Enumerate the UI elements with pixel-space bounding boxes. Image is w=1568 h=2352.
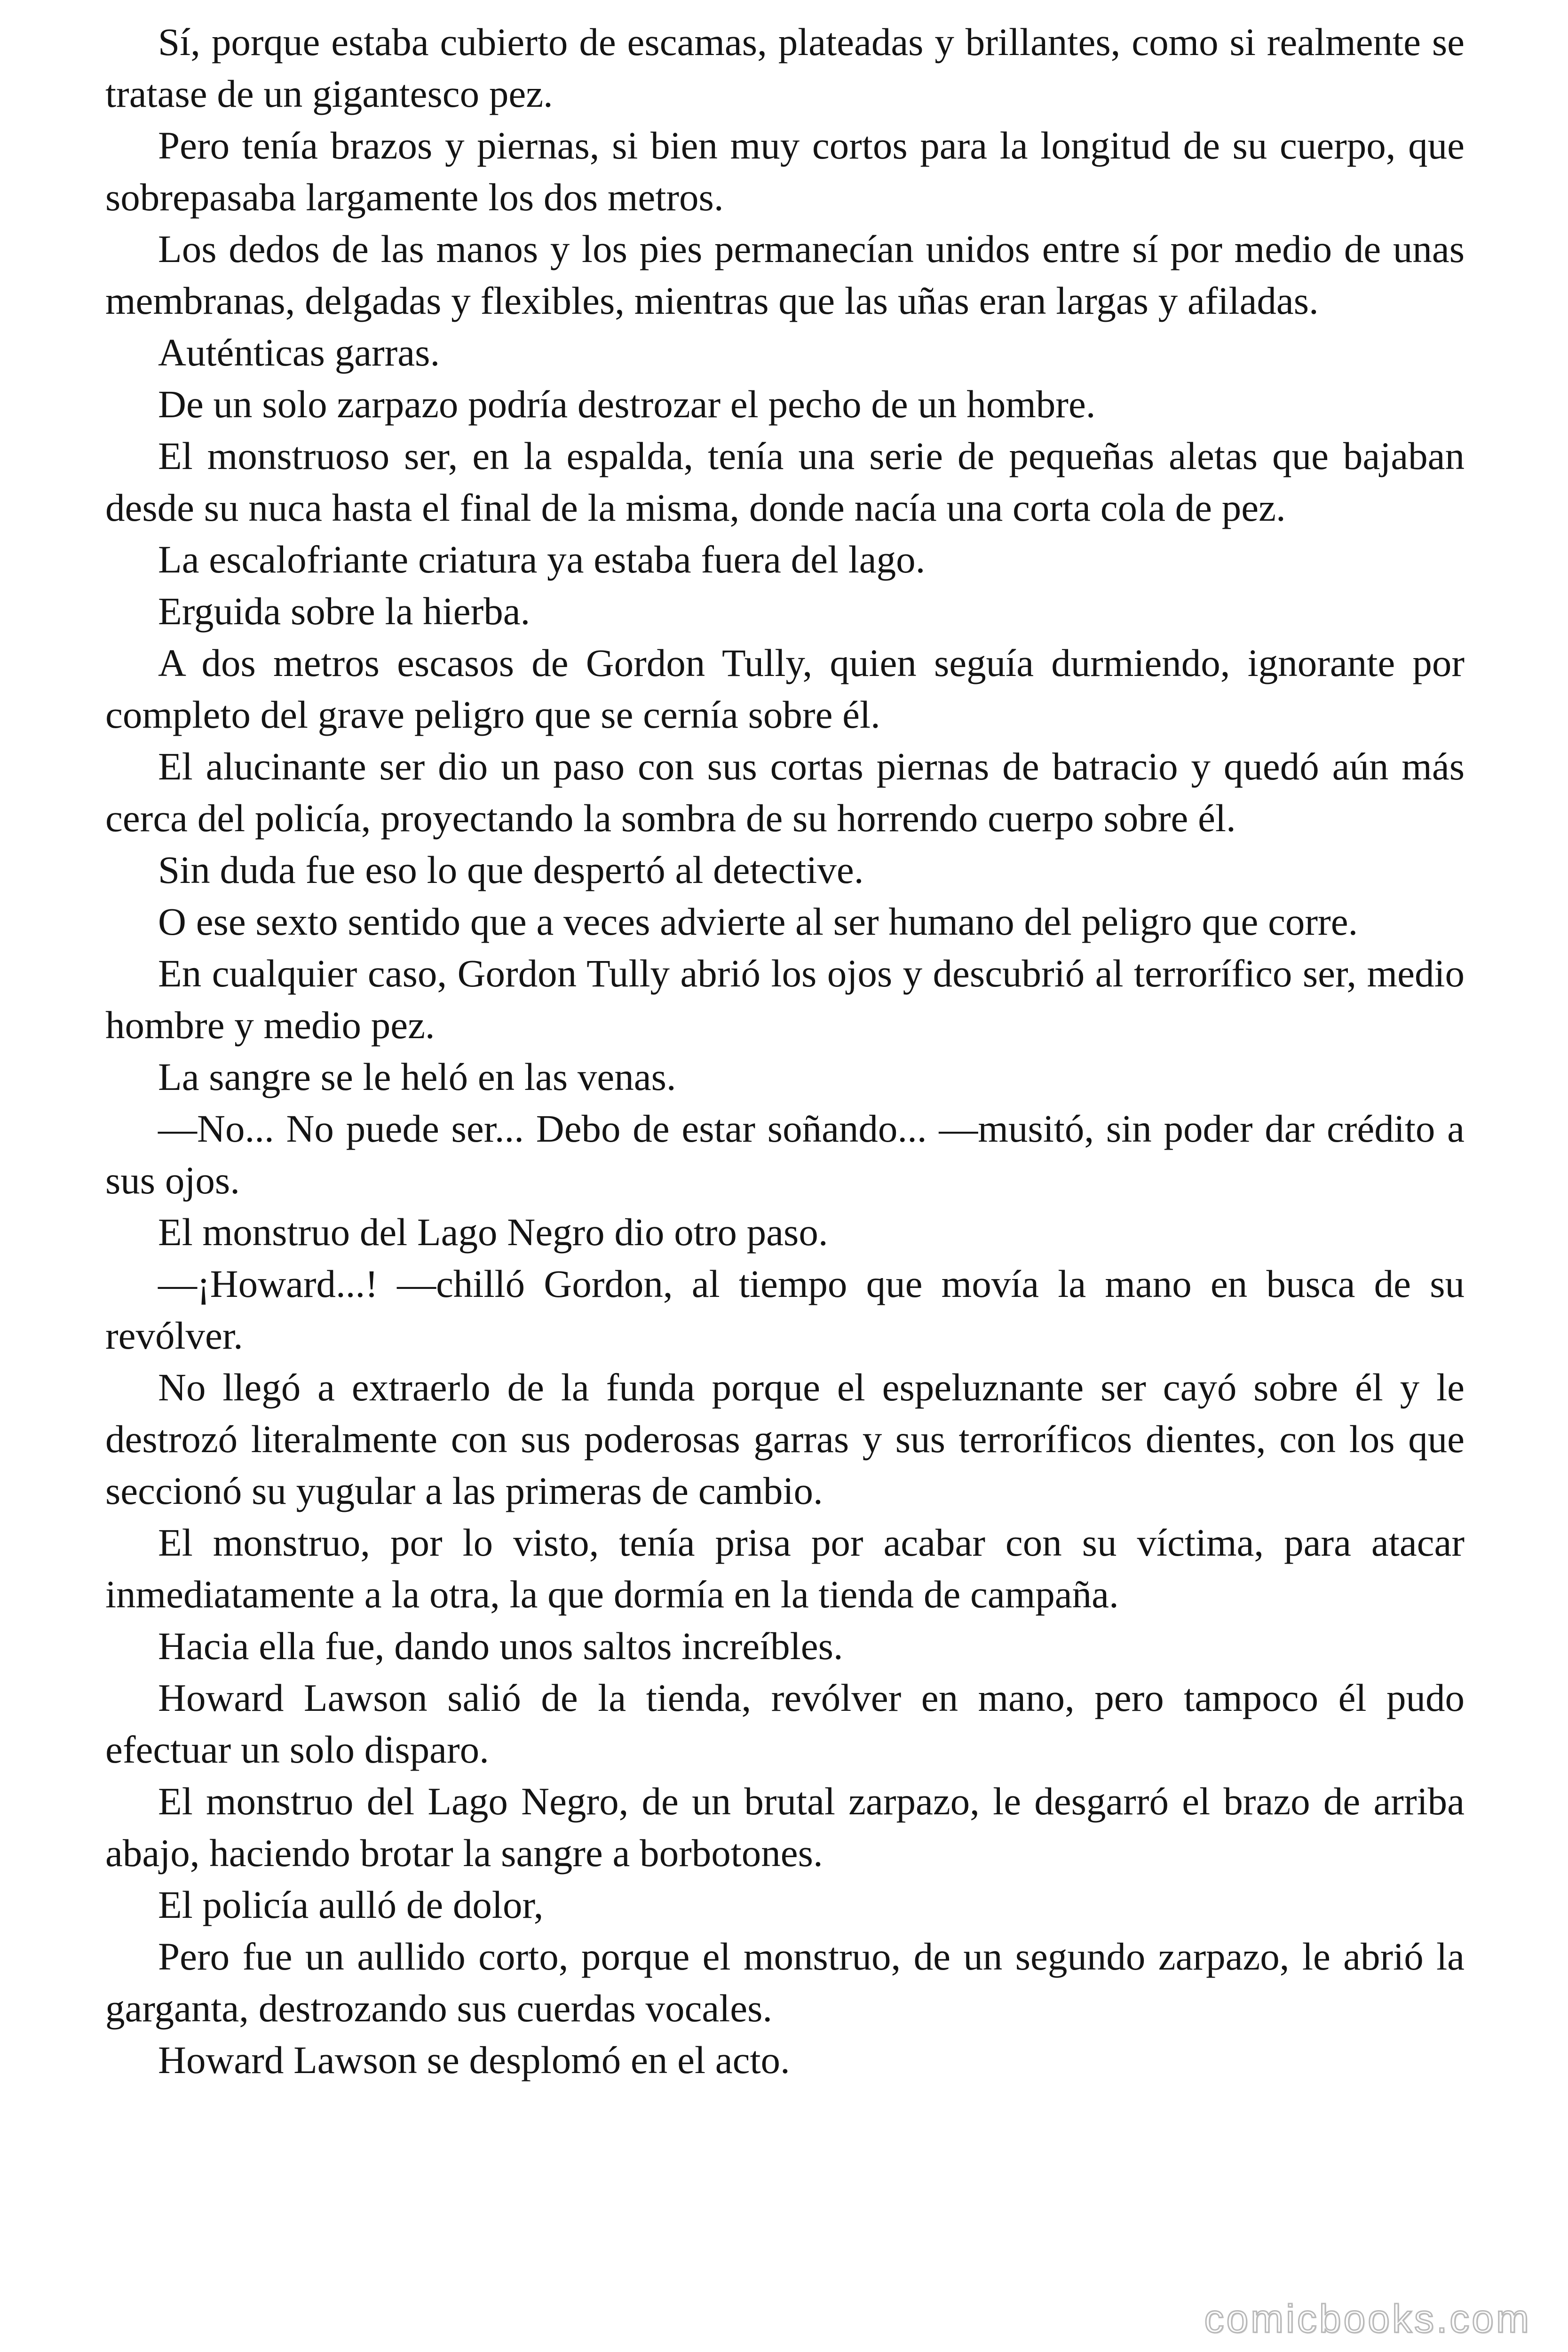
paragraph: La sangre se le heló en las venas. — [158, 1055, 676, 1098]
paragraph: El alucinante ser dio un paso con sus cortas piernas de batracio y quedó aún más cerca del policía, proyectando la sombra de su horrendo cuerpo sobre él. — [105, 745, 1465, 840]
watermark-logo: comicbooks.com — [1204, 2296, 1531, 2341]
paragraph: El monstruoso ser, en la espalda, tenía una serie de pequeñas aletas que bajaban desde su nuca hasta el final de la misma, donde nacía una corta cola de pez. — [105, 434, 1465, 529]
paragraph: —No... No puede ser... Debo de estar soñando... —musitó, sin poder dar crédito a sus ojos. — [105, 1107, 1465, 1202]
paragraph: La escalofriante criatura ya estaba fuera del lago. — [158, 538, 926, 581]
paragraph: El monstruo del Lago Negro, de un brutal zarpazo, le desgarró el brazo de arriba abajo, haciendo brotar la sangre a borbotones. — [105, 1780, 1465, 1875]
paragraph: Sin duda fue eso lo que despertó al detective. — [158, 848, 864, 891]
paragraph: A dos metros escasos de Gordon Tully, quien seguía durmiendo, ignorante por completo del grave peligro que se cernía sobre él. — [105, 641, 1465, 736]
paragraph: Howard Lawson se desplomó en el acto. — [158, 2038, 790, 2082]
paragraph: —¡Howard...! —chilló Gordon, al tiempo que movía la mano en busca de su revólver. — [105, 1262, 1465, 1357]
paragraph: Pero tenía brazos y piernas, si bien muy cortos para la longitud de su cuerpo, que sobrepasaba largamente los dos metros. — [105, 124, 1465, 219]
paragraph: Erguida sobre la hierba. — [158, 589, 531, 633]
paragraph: El policía aulló de dolor, — [158, 1883, 544, 1926]
page-body — [105, 16, 1465, 2086]
paragraph: De un solo zarpazo podría destrozar el pecho de un hombre. — [158, 382, 1096, 426]
paragraph: Los dedos de las manos y los pies permanecían unidos entre sí por medio de unas membranas, delgadas y flexibles, mientras que las uñas eran largas y afiladas. — [105, 227, 1465, 322]
paragraph: No llegó a extraerlo de la funda porque el espeluznante ser cayó sobre él y le destrozó literalmente con sus poderosas garras y sus terroríficos dientes, con los que seccionó su yugular a las primeras de cambio. — [105, 1366, 1465, 1512]
paragraph: Sí, porque estaba cubierto de escamas, plateadas y brillantes, como si realmente se tratase de un gigantesco pez. — [105, 20, 1465, 115]
paragraph: O ese sexto sentido que a veces advierte al ser humano del peligro que corre. — [158, 900, 1358, 943]
paragraph: En cualquier caso, Gordon Tully abrió los ojos y descubrió al terrorífico ser, medio hombre y medio pez. — [105, 952, 1465, 1047]
paragraph: El monstruo, por lo visto, tenía prisa por acabar con su víctima, para atacar inmediatamente a la otra, la que dormía en la tienda de campaña. — [105, 1521, 1465, 1616]
paragraph: Howard Lawson salió de la tienda, revólver en mano, pero tampoco él pudo efectuar un solo disparo. — [105, 1676, 1465, 1771]
paragraph: El monstruo del Lago Negro dio otro paso. — [158, 1210, 828, 1254]
paragraph: Hacia ella fue, dando unos saltos increíbles. — [158, 1624, 843, 1668]
paragraph: Pero fue un aullido corto, porque el monstruo, de un segundo zarpazo, le abrió la garganta, destrozando sus cuerdas vocales. — [105, 1935, 1465, 2030]
paragraph: Auténticas garras. — [158, 331, 440, 374]
